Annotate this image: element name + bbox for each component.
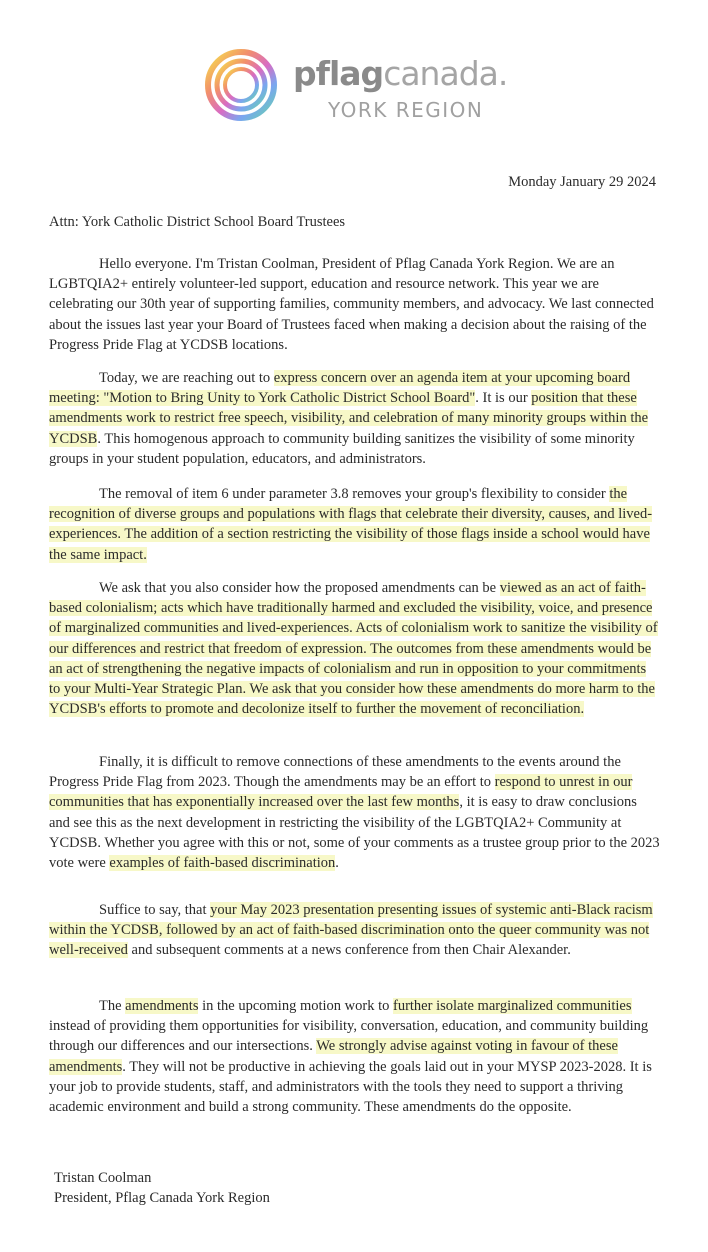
- paragraph-text: Finally, it is difficult to remove connections of these amendments to the events around the Progress Pride Flag from 2023. Though the amendments may be an effort to: [49, 754, 621, 791]
- paragraph-text: . It is our: [475, 390, 532, 407]
- paragraph-text: Today, we are reaching out to: [99, 370, 274, 386]
- paragraph-5: [49, 752, 661, 873]
- paragraph-text: .: [335, 855, 339, 872]
- paragraph-text: We ask that you also consider how the proposed amendments can be: [99, 580, 500, 596]
- paragraph-1: [49, 254, 661, 355]
- highlighted-text: examples of faith-based discrimination: [109, 855, 336, 872]
- paragraph-text: The: [99, 998, 126, 1014]
- highlighted-text: We strongly advise against voting in favour of these amendments: [49, 1038, 618, 1075]
- pflag-logo: [200, 42, 520, 132]
- attention-line: Attn: York Catholic District School Board Trustees: [49, 214, 346, 230]
- signature-block: [54, 1168, 270, 1208]
- highlighted-text: express concern over an agenda item at your upcoming board meeting: "Motion to Bring Unity to York Catholic District School Board": [49, 370, 631, 407]
- paragraph-4: [49, 578, 661, 719]
- paragraph-text: The removal of item 6 under parameter 3.8 removes your group's flexibility to consider: [99, 486, 610, 502]
- paragraph-text: Hello everyone. I'm Tristan Coolman, President of Pflag Canada York Region. We are an LGBTQIA2+ entirely volunteer-led support, education and resource network. This year we are celebrating our 30th year of supporting families, community members, and advocacy. We last connected about the issues last year your Board of Trustees faced when making a decision about the raising of the Progress Pride Flag at YCDSB locations.: [49, 256, 654, 353]
- paragraph-7: [49, 996, 661, 1117]
- highlighted-text: amendments: [125, 998, 199, 1014]
- highlighted-text: the recognition of diverse groups and populations with flags that celebrate their diversity, causes, and lived-experiences. The addition of a section restricting the visibility of those flags inside a school would have the same impact.: [49, 486, 653, 563]
- paragraph-text: in the upcoming motion work to: [198, 998, 393, 1014]
- letter-date: Monday January 29 2024: [508, 174, 656, 190]
- paragraph-6: [49, 900, 661, 961]
- logo-wordmark: pflagcanada.: [293, 54, 508, 93]
- paragraph-text: instead of providing them opportunities for visibility, conversation, education, and community building through our differences and our intersections.: [49, 1018, 649, 1055]
- signature-name: Tristan Coolman: [54, 1170, 152, 1186]
- rainbow-ring-icon: [204, 48, 278, 122]
- paragraph-text: , it is easy to draw conclusions and see this as the next development in restricting the visibility of the LGBTQIA2+ Community at YCDSB. Whether you agree with this or not, some of your comments as a trustee group prior to the 2023 vote were: [49, 794, 660, 872]
- paragraph-text: . They will not be productive in achieving the goals laid out in your MYSP 2023-2028. It is your job to provide students, staff, and administrators with the tools they need to support a thriving academic environment and build a strong community. These amendments do the opposite.: [49, 1058, 652, 1116]
- paragraph-3: [49, 484, 661, 565]
- signature-title: President, Pflag Canada York Region: [54, 1190, 270, 1206]
- paragraph-text: . This homogenous approach to community building sanitizes the visibility of some minority groups in your student population, educators, and administrators.: [49, 430, 635, 467]
- highlighted-text: viewed as an act of faith-based colonialism; acts which have traditionally harmed and excluded the visibility, voice, and presence of marginalized communities and lived-experiences. Acts of colonialism work to sanitize the visibility of our differences and restrict that freedom of expression. The outcomes from these amendments would be an act of strengthening the negative impacts of colonialism and run in opposition to your commitments to your Multi-Year Strategic Plan. We ask that you consider how these amendments do more harm to the YCDSB's efforts to promote and decolonize itself to further the movement of reconciliation.: [49, 580, 658, 718]
- logo-region: YORK REGION: [328, 98, 484, 122]
- paragraph-text: Suffice to say, that: [99, 902, 211, 918]
- paragraph-text: and subsequent comments at a news conference from then Chair Alexander.: [127, 942, 571, 959]
- highlighted-text: your May 2023 presentation presenting issues of systemic anti-Black racism within the YCDSB, followed by an act of faith-based discrimination onto the queer community was not well-received: [49, 902, 653, 959]
- paragraph-2: [49, 368, 661, 469]
- highlighted-text: further isolate marginalized communities: [393, 998, 632, 1014]
- highlighted-text: position that these amendments work to restrict free speech, visibility, and celebration of many minority groups within the YCDSB: [49, 390, 649, 447]
- highlighted-text: respond to unrest in our communities that has exponentially increased over the last few months: [49, 774, 633, 811]
